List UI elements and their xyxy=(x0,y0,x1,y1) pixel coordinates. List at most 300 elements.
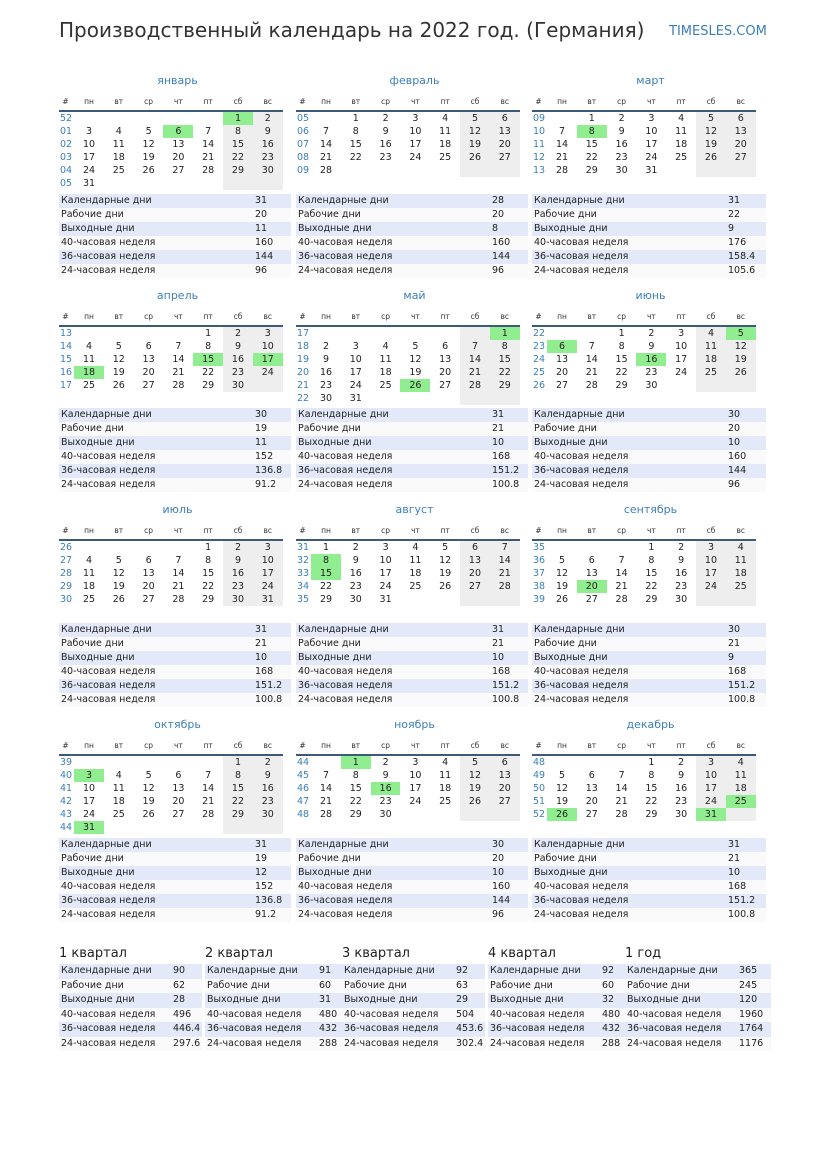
day-cell[interactable]: 20 xyxy=(142,367,155,378)
day-cell[interactable]: 25 xyxy=(696,366,726,379)
day-cell[interactable]: 21 xyxy=(319,796,333,807)
day-cell[interactable]: 7 xyxy=(490,540,520,554)
day-cell[interactable]: 8 xyxy=(352,770,359,781)
day-cell[interactable]: 27 xyxy=(439,380,452,391)
day-cell[interactable]: 6 xyxy=(145,341,152,352)
day-cell[interactable]: 18 xyxy=(74,366,104,379)
day-cell[interactable]: 24 xyxy=(82,809,96,820)
day-cell[interactable]: 28 xyxy=(319,809,333,820)
day-cell[interactable]: 20 xyxy=(490,782,520,795)
day-cell[interactable]: 9 xyxy=(618,126,625,137)
day-cell[interactable]: 8 xyxy=(205,341,212,352)
day-cell[interactable]: 5 xyxy=(558,555,566,566)
day-cell[interactable]: 14 xyxy=(585,354,598,365)
day-cell[interactable]: 20 xyxy=(726,138,756,151)
day-cell[interactable]: 20 xyxy=(439,367,452,378)
day-cell[interactable]: 16 xyxy=(379,139,392,150)
day-cell[interactable]: 16 xyxy=(675,783,688,794)
day-cell[interactable]: 15 xyxy=(223,138,253,151)
day-cell[interactable]: 21 xyxy=(615,796,628,807)
day-cell[interactable]: 15 xyxy=(311,567,341,580)
day-cell[interactable]: 1 xyxy=(490,326,520,340)
day-cell[interactable]: 31 xyxy=(379,594,392,605)
day-cell[interactable]: 17 xyxy=(82,152,96,163)
day-cell[interactable]: 7 xyxy=(618,555,625,566)
day-cell[interactable]: 24 xyxy=(82,165,96,176)
day-cell[interactable]: 26 xyxy=(460,151,490,164)
day-cell[interactable]: 2 xyxy=(618,113,625,124)
day-cell[interactable]: 5 xyxy=(460,755,490,769)
day-cell[interactable]: 17 xyxy=(409,139,422,150)
day-cell[interactable]: 18 xyxy=(675,139,688,150)
day-cell[interactable]: 1 xyxy=(352,113,359,124)
day-cell[interactable]: 24 xyxy=(645,152,658,163)
day-cell[interactable]: 7 xyxy=(588,341,595,352)
day-cell[interactable]: 23 xyxy=(675,796,688,807)
day-cell[interactable]: 24 xyxy=(253,580,283,593)
day-cell[interactable]: 12 xyxy=(555,783,569,794)
day-cell[interactable]: 27 xyxy=(490,795,520,808)
day-cell[interactable]: 26 xyxy=(555,594,569,605)
day-cell[interactable]: 24 xyxy=(696,795,726,808)
day-cell[interactable]: 20 xyxy=(585,796,598,807)
day-cell[interactable]: 10 xyxy=(349,354,362,365)
day-cell[interactable]: 14 xyxy=(319,783,333,794)
day-cell[interactable]: 21 xyxy=(585,367,598,378)
day-cell[interactable]: 22 xyxy=(202,367,215,378)
day-cell[interactable]: 30 xyxy=(675,809,688,820)
day-cell[interactable]: 15 xyxy=(193,353,223,366)
day-cell[interactable]: 28 xyxy=(172,380,185,391)
day-cell[interactable]: 29 xyxy=(202,380,215,391)
day-cell[interactable]: 10 xyxy=(696,554,726,567)
day-cell[interactable]: 12 xyxy=(696,125,726,138)
day-cell[interactable]: 2 xyxy=(382,113,389,124)
day-cell[interactable]: 26 xyxy=(460,795,490,808)
day-cell[interactable]: 11 xyxy=(696,340,726,353)
day-cell[interactable]: 31 xyxy=(253,593,283,606)
day-cell[interactable]: 19 xyxy=(696,138,726,151)
day-cell[interactable]: 24 xyxy=(409,152,422,163)
day-cell[interactable]: 3 xyxy=(74,769,104,782)
day-cell[interactable]: 28 xyxy=(172,594,185,605)
day-cell[interactable]: 9 xyxy=(223,340,253,353)
day-cell[interactable]: 15 xyxy=(585,139,598,150)
day-cell[interactable]: 27 xyxy=(585,809,598,820)
day-cell[interactable]: 30 xyxy=(223,379,253,392)
day-cell[interactable]: 27 xyxy=(172,809,185,820)
day-cell[interactable]: 17 xyxy=(409,783,422,794)
day-cell[interactable]: 27 xyxy=(142,594,155,605)
day-cell[interactable]: 12 xyxy=(460,769,490,782)
day-cell[interactable]: 11 xyxy=(439,770,452,781)
day-cell[interactable]: 25 xyxy=(409,581,422,592)
day-cell[interactable]: 10 xyxy=(379,555,392,566)
day-cell[interactable]: 16 xyxy=(253,138,283,151)
day-cell[interactable]: 6 xyxy=(726,111,756,125)
day-cell[interactable]: 29 xyxy=(202,594,215,605)
day-cell[interactable]: 2 xyxy=(678,542,685,553)
day-cell[interactable]: 27 xyxy=(460,580,490,593)
day-cell[interactable]: 21 xyxy=(202,152,215,163)
day-cell[interactable]: 25 xyxy=(726,795,756,808)
day-cell[interactable]: 13 xyxy=(585,568,598,579)
day-cell[interactable]: 13 xyxy=(172,783,185,794)
day-cell[interactable]: 24 xyxy=(409,796,422,807)
day-cell[interactable]: 15 xyxy=(490,353,520,366)
day-cell[interactable]: 21 xyxy=(555,152,569,163)
day-cell[interactable]: 10 xyxy=(645,126,658,137)
day-cell[interactable]: 30 xyxy=(253,808,283,821)
day-cell[interactable]: 5 xyxy=(460,111,490,125)
day-cell[interactable]: 6 xyxy=(588,555,595,566)
day-cell[interactable]: 12 xyxy=(142,139,155,150)
day-cell[interactable]: 6 xyxy=(175,770,182,781)
day-cell[interactable]: 12 xyxy=(112,354,125,365)
day-cell[interactable]: 30 xyxy=(319,393,333,404)
day-cell[interactable]: 31 xyxy=(82,178,96,189)
day-cell[interactable]: 9 xyxy=(223,554,253,567)
day-cell[interactable]: 4 xyxy=(678,113,685,124)
day-cell[interactable]: 18 xyxy=(726,782,756,795)
day-cell[interactable]: 25 xyxy=(379,380,392,391)
day-cell[interactable]: 15 xyxy=(349,783,362,794)
day-cell[interactable]: 7 xyxy=(205,770,212,781)
day-cell[interactable]: 19 xyxy=(439,568,452,579)
day-cell[interactable]: 7 xyxy=(618,770,625,781)
day-cell[interactable]: 30 xyxy=(675,594,688,605)
day-cell[interactable]: 18 xyxy=(409,568,422,579)
day-cell[interactable]: 30 xyxy=(349,594,362,605)
day-cell[interactable]: 25 xyxy=(112,809,125,820)
day-cell[interactable]: 11 xyxy=(82,568,96,579)
day-cell[interactable]: 18 xyxy=(379,367,392,378)
day-cell[interactable]: 18 xyxy=(696,353,726,366)
day-cell[interactable]: 8 xyxy=(577,125,607,138)
day-cell[interactable]: 29 xyxy=(349,809,362,820)
day-cell[interactable]: 11 xyxy=(112,139,125,150)
day-cell[interactable]: 14 xyxy=(615,783,628,794)
day-cell[interactable]: 12 xyxy=(460,125,490,138)
day-cell[interactable]: 22 xyxy=(223,795,253,808)
day-cell[interactable]: 20 xyxy=(172,796,185,807)
day-cell[interactable]: 1 xyxy=(648,757,655,768)
day-cell[interactable]: 23 xyxy=(645,367,658,378)
day-cell[interactable]: 1 xyxy=(618,328,625,339)
day-cell[interactable]: 21 xyxy=(202,796,215,807)
day-cell[interactable]: 7 xyxy=(175,341,182,352)
day-cell[interactable]: 19 xyxy=(555,581,569,592)
day-cell[interactable]: 2 xyxy=(648,328,655,339)
day-cell[interactable]: 4 xyxy=(696,326,726,340)
day-cell[interactable]: 8 xyxy=(490,340,520,353)
day-cell[interactable]: 7 xyxy=(558,126,566,137)
day-cell[interactable]: 9 xyxy=(648,341,655,352)
day-cell[interactable]: 1 xyxy=(223,755,253,769)
day-cell[interactable]: 1 xyxy=(322,542,330,553)
day-cell[interactable]: 29 xyxy=(319,594,333,605)
day-cell[interactable]: 23 xyxy=(379,152,392,163)
day-cell[interactable]: 6 xyxy=(163,125,193,138)
day-cell[interactable]: 23 xyxy=(349,581,362,592)
day-cell[interactable]: 4 xyxy=(726,540,756,554)
day-cell[interactable]: 20 xyxy=(577,580,607,593)
day-cell[interactable]: 4 xyxy=(442,113,449,124)
day-cell[interactable]: 22 xyxy=(585,152,598,163)
day-cell[interactable]: 23 xyxy=(615,152,628,163)
day-cell[interactable]: 31 xyxy=(74,821,104,834)
day-cell[interactable]: 12 xyxy=(555,568,569,579)
day-cell[interactable]: 8 xyxy=(205,555,212,566)
day-cell[interactable]: 6 xyxy=(547,340,577,353)
day-cell[interactable]: 14 xyxy=(202,783,215,794)
day-cell[interactable]: 15 xyxy=(645,783,658,794)
day-cell[interactable]: 5 xyxy=(696,111,726,125)
day-cell[interactable]: 7 xyxy=(205,126,212,137)
day-cell[interactable]: 22 xyxy=(490,366,520,379)
day-cell[interactable]: 4 xyxy=(442,757,449,768)
day-cell[interactable]: 8 xyxy=(352,126,359,137)
day-cell[interactable]: 18 xyxy=(112,796,125,807)
day-cell[interactable]: 19 xyxy=(112,581,125,592)
day-cell[interactable]: 27 xyxy=(490,151,520,164)
day-cell[interactable]: 9 xyxy=(678,770,685,781)
day-cell[interactable]: 10 xyxy=(82,783,96,794)
day-cell[interactable]: 11 xyxy=(439,126,452,137)
day-cell[interactable]: 13 xyxy=(460,554,490,567)
day-cell[interactable]: 14 xyxy=(319,139,333,150)
day-cell[interactable]: 14 xyxy=(615,568,628,579)
day-cell[interactable]: 15 xyxy=(349,139,362,150)
day-cell[interactable]: 3 xyxy=(85,126,93,137)
day-cell[interactable]: 17 xyxy=(675,354,688,365)
day-cell[interactable]: 11 xyxy=(112,783,125,794)
day-cell[interactable]: 16 xyxy=(349,568,362,579)
day-cell[interactable]: 8 xyxy=(648,770,655,781)
day-cell[interactable]: 26 xyxy=(726,366,756,379)
day-cell[interactable]: 30 xyxy=(615,165,628,176)
day-cell[interactable]: 6 xyxy=(490,755,520,769)
day-cell[interactable]: 25 xyxy=(439,796,452,807)
day-cell[interactable]: 1 xyxy=(205,328,212,339)
day-cell[interactable]: 20 xyxy=(142,581,155,592)
day-cell[interactable]: 22 xyxy=(319,581,333,592)
day-cell[interactable]: 19 xyxy=(142,796,155,807)
day-cell[interactable]: 24 xyxy=(379,581,392,592)
day-cell[interactable]: 17 xyxy=(696,782,726,795)
day-cell[interactable]: 8 xyxy=(311,554,341,567)
day-cell[interactable]: 15 xyxy=(202,568,215,579)
day-cell[interactable]: 3 xyxy=(648,113,655,124)
day-cell[interactable]: 9 xyxy=(382,126,389,137)
day-cell[interactable]: 10 xyxy=(409,126,422,137)
day-cell[interactable]: 28 xyxy=(460,379,490,392)
day-cell[interactable]: 12 xyxy=(409,354,422,365)
day-cell[interactable]: 28 xyxy=(490,580,520,593)
day-cell[interactable]: 20 xyxy=(555,367,569,378)
day-cell[interactable]: 17 xyxy=(253,567,283,580)
day-cell[interactable]: 5 xyxy=(558,770,566,781)
day-cell[interactable]: 4 xyxy=(382,341,389,352)
day-cell[interactable]: 31 xyxy=(645,165,658,176)
day-cell[interactable]: 27 xyxy=(555,380,569,391)
day-cell[interactable]: 16 xyxy=(319,367,333,378)
day-cell[interactable]: 17 xyxy=(696,567,726,580)
day-cell[interactable]: 4 xyxy=(726,755,756,769)
day-cell[interactable]: 1 xyxy=(588,113,595,124)
day-cell[interactable]: 5 xyxy=(145,770,152,781)
day-cell[interactable]: 22 xyxy=(645,581,658,592)
day-cell[interactable]: 12 xyxy=(112,568,125,579)
day-cell[interactable]: 5 xyxy=(115,341,122,352)
day-cell[interactable]: 6 xyxy=(145,555,152,566)
day-cell[interactable]: 25 xyxy=(726,580,756,593)
day-cell[interactable]: 1 xyxy=(648,542,655,553)
day-cell[interactable]: 9 xyxy=(253,769,283,782)
day-cell[interactable]: 17 xyxy=(349,367,362,378)
day-cell[interactable]: 14 xyxy=(172,568,185,579)
day-cell[interactable]: 11 xyxy=(82,354,96,365)
day-cell[interactable]: 25 xyxy=(675,152,688,163)
day-cell[interactable]: 26 xyxy=(112,594,125,605)
day-cell[interactable]: 13 xyxy=(555,354,569,365)
day-cell[interactable]: 23 xyxy=(675,581,688,592)
day-cell[interactable]: 5 xyxy=(412,341,419,352)
day-cell[interactable]: 4 xyxy=(85,555,93,566)
day-cell[interactable]: 28 xyxy=(202,165,215,176)
day-cell[interactable]: 14 xyxy=(202,139,215,150)
day-cell[interactable]: 20 xyxy=(172,152,185,163)
day-cell[interactable]: 16 xyxy=(615,139,628,150)
day-cell[interactable]: 10 xyxy=(675,341,688,352)
day-cell[interactable]: 8 xyxy=(618,341,625,352)
day-cell[interactable]: 17 xyxy=(253,353,283,366)
day-cell[interactable]: 9 xyxy=(352,555,359,566)
day-cell[interactable]: 17 xyxy=(645,139,658,150)
day-cell[interactable]: 14 xyxy=(172,354,185,365)
day-cell[interactable]: 30 xyxy=(253,164,283,177)
day-cell[interactable]: 8 xyxy=(223,769,253,782)
day-cell[interactable]: 23 xyxy=(253,795,283,808)
day-cell[interactable]: 23 xyxy=(379,796,392,807)
day-cell[interactable]: 17 xyxy=(82,796,96,807)
day-cell[interactable]: 3 xyxy=(253,326,283,340)
day-cell[interactable]: 19 xyxy=(460,782,490,795)
day-cell[interactable]: 11 xyxy=(409,555,422,566)
day-cell[interactable]: 1 xyxy=(223,111,253,125)
site-link[interactable]: TIMESLES.COM xyxy=(669,24,767,39)
day-cell[interactable]: 19 xyxy=(460,138,490,151)
day-cell[interactable]: 29 xyxy=(223,808,253,821)
day-cell[interactable]: 4 xyxy=(115,126,122,137)
day-cell[interactable]: 22 xyxy=(202,581,215,592)
day-cell[interactable]: 6 xyxy=(490,111,520,125)
day-cell[interactable]: 13 xyxy=(439,354,452,365)
day-cell[interactable]: 27 xyxy=(726,151,756,164)
day-cell[interactable]: 31 xyxy=(349,393,362,404)
day-cell[interactable]: 7 xyxy=(322,126,330,137)
day-cell[interactable]: 1 xyxy=(341,755,371,769)
day-cell[interactable]: 30 xyxy=(645,380,658,391)
day-cell[interactable]: 5 xyxy=(726,326,756,340)
day-cell[interactable]: 20 xyxy=(490,138,520,151)
day-cell[interactable]: 28 xyxy=(555,165,569,176)
day-cell[interactable]: 13 xyxy=(490,125,520,138)
day-cell[interactable]: 16 xyxy=(223,353,253,366)
day-cell[interactable]: 10 xyxy=(253,554,283,567)
day-cell[interactable]: 26 xyxy=(142,809,155,820)
day-cell[interactable]: 3 xyxy=(696,540,726,554)
day-cell[interactable]: 29 xyxy=(223,164,253,177)
day-cell[interactable]: 28 xyxy=(202,809,215,820)
day-cell[interactable]: 8 xyxy=(648,555,655,566)
day-cell[interactable]: 2 xyxy=(253,111,283,125)
day-cell[interactable]: 14 xyxy=(490,554,520,567)
day-cell[interactable]: 25 xyxy=(82,380,96,391)
day-cell[interactable]: 26 xyxy=(142,165,155,176)
day-cell[interactable]: 16 xyxy=(675,568,688,579)
day-cell[interactable]: 12 xyxy=(142,783,155,794)
day-cell[interactable]: 26 xyxy=(547,808,577,821)
day-cell[interactable]: 22 xyxy=(349,152,362,163)
day-cell[interactable]: 27 xyxy=(142,380,155,391)
day-cell[interactable]: 23 xyxy=(223,580,253,593)
day-cell[interactable]: 20 xyxy=(460,567,490,580)
day-cell[interactable]: 26 xyxy=(696,151,726,164)
day-cell[interactable]: 16 xyxy=(636,353,666,366)
day-cell[interactable]: 29 xyxy=(490,379,520,392)
day-cell[interactable]: 3 xyxy=(696,755,726,769)
day-cell[interactable]: 19 xyxy=(142,152,155,163)
day-cell[interactable]: 24 xyxy=(675,367,688,378)
day-cell[interactable]: 10 xyxy=(409,770,422,781)
day-cell[interactable]: 24 xyxy=(696,580,726,593)
day-cell[interactable]: 16 xyxy=(253,782,283,795)
day-cell[interactable]: 18 xyxy=(439,139,452,150)
day-cell[interactable]: 30 xyxy=(379,809,392,820)
day-cell[interactable]: 3 xyxy=(352,341,359,352)
day-cell[interactable]: 28 xyxy=(319,165,333,176)
day-cell[interactable]: 4 xyxy=(85,341,93,352)
day-cell[interactable]: 19 xyxy=(726,353,756,366)
day-cell[interactable]: 15 xyxy=(645,568,658,579)
day-cell[interactable]: 26 xyxy=(112,380,125,391)
day-cell[interactable]: 19 xyxy=(555,796,569,807)
day-cell[interactable]: 21 xyxy=(615,581,628,592)
day-cell[interactable]: 2 xyxy=(322,341,330,352)
day-cell[interactable]: 19 xyxy=(112,367,125,378)
day-cell[interactable]: 10 xyxy=(82,139,96,150)
day-cell[interactable]: 9 xyxy=(253,125,283,138)
day-cell[interactable]: 17 xyxy=(379,568,392,579)
day-cell[interactable]: 18 xyxy=(82,581,96,592)
day-cell[interactable]: 10 xyxy=(696,769,726,782)
day-cell[interactable]: 3 xyxy=(253,540,283,554)
day-cell[interactable]: 28 xyxy=(615,809,628,820)
day-cell[interactable]: 7 xyxy=(175,555,182,566)
day-cell[interactable]: 24 xyxy=(253,366,283,379)
day-cell[interactable]: 16 xyxy=(371,782,401,795)
day-cell[interactable]: 23 xyxy=(253,151,283,164)
day-cell[interactable]: 6 xyxy=(442,341,449,352)
day-cell[interactable]: 22 xyxy=(615,367,628,378)
day-cell[interactable]: 9 xyxy=(382,770,389,781)
day-cell[interactable]: 9 xyxy=(322,354,330,365)
day-cell[interactable]: 29 xyxy=(645,594,658,605)
day-cell[interactable]: 13 xyxy=(142,354,155,365)
day-cell[interactable]: 13 xyxy=(585,783,598,794)
day-cell[interactable]: 14 xyxy=(460,353,490,366)
